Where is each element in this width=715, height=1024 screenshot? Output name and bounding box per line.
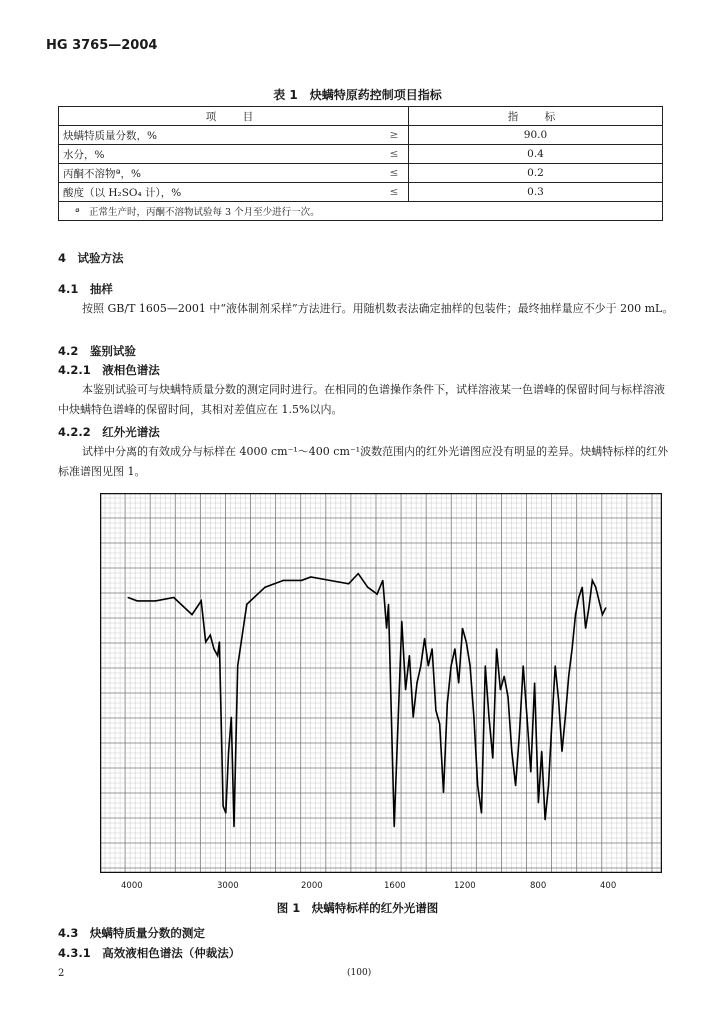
spectrum-point xyxy=(466,641,467,642)
spectrum-point xyxy=(561,751,562,752)
spectrum-point xyxy=(534,682,535,683)
spectrum-point xyxy=(530,771,531,772)
spectrum-point xyxy=(575,614,576,615)
x-tick-label: 400 xyxy=(600,881,617,891)
section-4-heading: 4 试验方法 xyxy=(58,251,124,265)
spectrum-point xyxy=(592,580,593,581)
spectrum-point xyxy=(488,717,489,718)
table-title: 表 1 炔螨特原药控制项目指标 xyxy=(273,88,442,102)
spectrum-point xyxy=(128,597,129,598)
spectrum-point xyxy=(217,655,218,656)
spectrum-point xyxy=(578,597,579,598)
section-4-2-2-heading: 4.2.2 红外光谱法 xyxy=(58,425,160,439)
spectrum-point xyxy=(439,723,440,724)
spectrum-point xyxy=(386,628,387,629)
spectrum-point xyxy=(572,648,573,649)
spectrum-point xyxy=(310,576,311,577)
spectrum-point xyxy=(246,604,247,605)
row-value: 90.0 xyxy=(409,126,663,145)
spectrum-point xyxy=(454,648,455,649)
section-4-1-heading: 4.1 抽样 xyxy=(58,282,113,296)
row-item: 水分，% xyxy=(59,145,381,164)
x-tick-label: 800 xyxy=(530,881,547,891)
row-rel: ≥ xyxy=(380,126,409,145)
row-item: 炔螨特质量分数，% xyxy=(59,126,381,145)
spectrum-point xyxy=(568,676,569,677)
x-tick-label: 2000 xyxy=(301,881,323,891)
row-rel: ≤ xyxy=(380,145,409,164)
spectrum-point xyxy=(447,703,448,704)
spectrum-point xyxy=(462,628,463,629)
spectrum-point xyxy=(435,710,436,711)
spectrum-series-line xyxy=(128,574,606,827)
spectrum-point xyxy=(582,587,583,588)
spectrum-point xyxy=(485,665,486,666)
row-rel: ≤ xyxy=(380,164,409,183)
spectrum-point xyxy=(545,819,546,820)
spectrum-point xyxy=(519,734,520,735)
table-row xyxy=(59,126,663,145)
section-4-2-1-text: 本鉴别试验可与炔螨特质量分数的测定同时进行。在相同的色谱操作条件下，试样溶液某一色谱峰的保留时间与标样溶液中炔螨特色谱峰的保留时间，其相对差值应在 1.5%以内。 xyxy=(58,383,665,416)
spectrum-point xyxy=(205,641,206,642)
section-4-1-text: 按照 GB/T 1605—2001 中“液体制剂采样”方法进行。用随机数表法确定抽样的包装件；最终抽样量应不少于 200 mL。 xyxy=(82,302,674,315)
col-item-header: 项 目 xyxy=(59,107,409,126)
spectrum-point xyxy=(492,758,493,759)
section-4-3-1-heading: 4.3.1 高效液相色谱法（仲裁法） xyxy=(58,946,241,960)
spectrum-point xyxy=(500,689,501,690)
spectrum-point xyxy=(223,806,224,807)
spectrum-point xyxy=(401,621,402,622)
spectrum-point xyxy=(416,682,417,683)
spectrum-point xyxy=(155,600,156,601)
spectrum-point xyxy=(507,696,508,697)
spectrum-point xyxy=(420,665,421,666)
spectrum-point xyxy=(405,689,406,690)
spectrum-point xyxy=(526,717,527,718)
spectrum-point xyxy=(481,812,482,813)
spectrum-point xyxy=(233,826,234,827)
spectrum-point xyxy=(515,785,516,786)
table-row xyxy=(59,183,663,202)
col-value-header: 指 标 xyxy=(409,107,663,126)
spectrum-point xyxy=(424,638,425,639)
spectrum-point xyxy=(605,607,606,608)
section-4-2-heading: 4.2 鉴别试验 xyxy=(58,344,136,358)
section-4-2-2-text: 试样中分离的有效成分与标样在 4000 cm⁻¹～400 cm⁻¹波数范围内的红外光谱图应没有明显的差异。炔螨特标样的红外标准谱图见图 1。 xyxy=(58,445,669,478)
row-value: 0.3 xyxy=(409,183,663,202)
spectrum-point xyxy=(219,641,220,642)
section-4-2-1-heading: 4.2.1 液相色谱法 xyxy=(58,363,160,377)
spectrum-point xyxy=(237,665,238,666)
spectrum-point xyxy=(228,751,229,752)
spectrum-point xyxy=(265,587,266,588)
spectrum-point xyxy=(301,580,302,581)
page-number: 2 xyxy=(58,968,65,979)
spectrum-point xyxy=(137,600,138,601)
spectrum-point xyxy=(329,580,330,581)
spectrum-point xyxy=(595,587,596,588)
spectrum-point xyxy=(470,665,471,666)
table-note: ª 正常生产时，丙酮不溶物试验每 3 个月至少进行一次。 xyxy=(59,202,663,221)
row-item: 酸度（以 H₂SO₄ 计），% xyxy=(59,183,381,202)
spectrum-point xyxy=(367,587,368,588)
standard-code: HG 3765—2004 xyxy=(46,38,158,53)
spectrum-point xyxy=(358,573,359,574)
spectrum-point xyxy=(382,580,383,581)
chart-grid xyxy=(100,493,662,873)
spectrum-point xyxy=(428,665,429,666)
spectrum-point xyxy=(541,751,542,752)
spectrum-point xyxy=(443,792,444,793)
x-tick-label: 3000 xyxy=(217,881,239,891)
spectrum-point xyxy=(555,665,556,666)
spectrum-point xyxy=(377,594,378,595)
row-value: 0.2 xyxy=(409,164,663,183)
spectrum-point xyxy=(538,802,539,803)
x-tick-label: 4000 xyxy=(121,881,143,891)
spectrum-point xyxy=(409,655,410,656)
spectrum-point xyxy=(496,648,497,649)
spectrum-point xyxy=(523,665,524,666)
table-note-row xyxy=(59,202,663,221)
spectrum-point xyxy=(511,751,512,752)
row-item: 丙酮不溶物ª，% xyxy=(59,164,381,183)
spectrum-point xyxy=(432,648,433,649)
spectrum-point xyxy=(213,648,214,649)
spectrum-point xyxy=(599,600,600,601)
spectrum-point xyxy=(201,600,202,601)
page-sub-number: (100) xyxy=(347,968,372,978)
spectrum-point xyxy=(348,583,349,584)
spectrum-point xyxy=(558,700,559,701)
x-tick-label: 1200 xyxy=(454,881,476,891)
spectrum-point xyxy=(173,597,174,598)
spectrum-point xyxy=(191,614,192,615)
spectrum-point xyxy=(602,614,603,615)
spectrum-point xyxy=(210,635,211,636)
table-row xyxy=(59,145,663,164)
spectrum-point xyxy=(413,717,414,718)
section-4-3-heading: 4.3 炔螨特质量分数的测定 xyxy=(58,926,205,940)
spectrum-point xyxy=(225,812,226,813)
spectrum-point xyxy=(458,682,459,683)
ir-spectrum-chart xyxy=(100,493,662,873)
spectrum-point xyxy=(477,785,478,786)
spectrum-point xyxy=(451,665,452,666)
spectrum-point xyxy=(388,604,389,605)
spectrum-point xyxy=(565,717,566,718)
x-tick-label: 1600 xyxy=(384,881,406,891)
spectrum-point xyxy=(473,717,474,718)
spectrum-point xyxy=(504,676,505,677)
row-value: 0.4 xyxy=(409,145,663,164)
row-rel: ≤ xyxy=(380,183,409,202)
spectrum-point xyxy=(588,607,589,608)
figure-caption: 图 1 炔螨特标样的红外光谱图 xyxy=(276,901,439,915)
table-header-row xyxy=(59,107,663,126)
spec-table xyxy=(58,106,663,221)
spectrum-point xyxy=(394,826,395,827)
spectrum-point xyxy=(585,628,586,629)
table-row xyxy=(59,164,663,183)
spectrum-point xyxy=(292,580,293,581)
spectrum-point xyxy=(551,723,552,724)
spectrum-point xyxy=(231,717,232,718)
spectrum-point xyxy=(283,580,284,581)
spectrum-point xyxy=(548,785,549,786)
